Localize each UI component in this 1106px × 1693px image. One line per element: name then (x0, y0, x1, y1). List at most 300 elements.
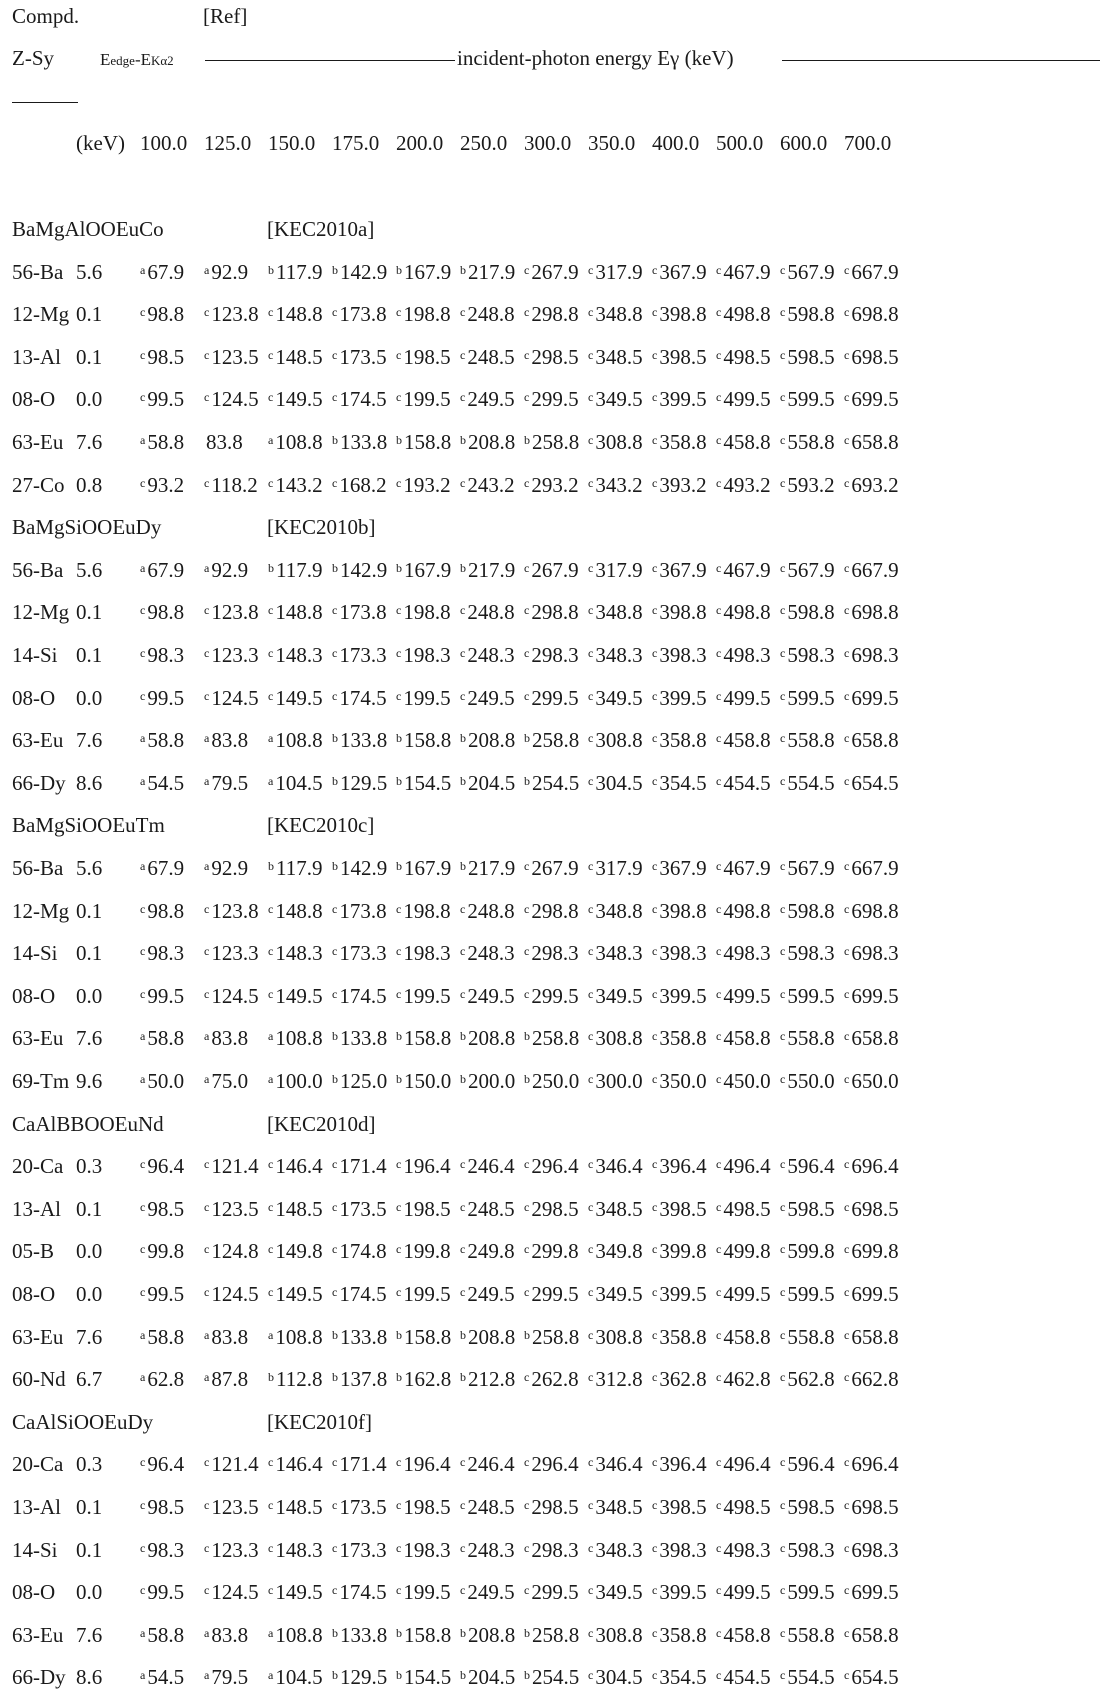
footnote-mark: c (652, 390, 658, 404)
footnote-mark: c (204, 646, 210, 660)
reference-tag: [KEC2010d] (267, 1112, 376, 1136)
footnote-mark: c (332, 1498, 338, 1512)
energy-cell (332, 983, 387, 1012)
energy-value: 248.3 (467, 643, 515, 667)
energy-value: 92.9 (211, 260, 249, 284)
energy-value: 458.8 (723, 1325, 771, 1349)
energy-cell (716, 1025, 771, 1054)
footnote-mark: c (716, 944, 722, 958)
energy-value: 258.8 (532, 1623, 580, 1647)
footnote-mark: b (524, 1626, 530, 1640)
energy-cell (332, 1324, 387, 1353)
energy-cell (460, 940, 515, 969)
energy-cell (332, 1281, 387, 1310)
footnote-mark: c (780, 1668, 786, 1682)
footnote-mark: c (780, 476, 786, 490)
footnote-mark: c (140, 1455, 146, 1469)
energy-value: 658.8 (851, 1026, 899, 1050)
energy-cell (396, 855, 451, 884)
energy-value: 349.5 (595, 984, 643, 1008)
footnote-mark: c (524, 1157, 530, 1171)
energy-value: 558.8 (787, 430, 835, 454)
edge-value: 0.1 (76, 941, 103, 965)
footnote-mark: c (780, 433, 786, 447)
energy-value: 198.3 (403, 1538, 451, 1562)
energy-cell (396, 1068, 451, 1097)
energy-cell (396, 1153, 451, 1182)
energy-value: 298.3 (531, 941, 579, 965)
energy-cell (652, 1324, 707, 1353)
footnote-mark: b (396, 1626, 402, 1640)
footnote-mark: c (524, 305, 530, 319)
energy-header-cell: 200.0 (396, 131, 444, 155)
energy-cell (844, 770, 899, 799)
energy-cell (652, 599, 707, 628)
footnote-mark: c (396, 1498, 402, 1512)
footnote-mark: b (460, 1626, 466, 1640)
energy-value: 248.8 (467, 899, 515, 923)
footnote-mark: c (780, 1583, 786, 1597)
energy-value: 198.5 (403, 345, 451, 369)
energy-header-cell: 250.0 (460, 131, 508, 155)
footnote-mark: c (204, 1242, 210, 1256)
energy-value: 298.5 (531, 345, 579, 369)
footnote-mark: c (396, 1583, 402, 1597)
footnote-mark: c (460, 476, 466, 490)
energy-cell (204, 1579, 259, 1608)
footnote-mark: c (268, 1498, 274, 1512)
footnote-mark: b (460, 859, 466, 873)
energy-value: 100.0 (275, 1069, 323, 1093)
energy-value: 117.9 (276, 856, 323, 880)
energy-value: 79.5 (211, 1665, 249, 1689)
energy-cell (588, 1025, 643, 1054)
footnote-mark: c (780, 859, 786, 873)
energy-value: 199.5 (403, 1580, 451, 1604)
footnote-mark: c (588, 603, 594, 617)
footnote-mark: a (140, 731, 146, 745)
energy-value: 133.8 (340, 1325, 388, 1349)
energy-cell (844, 1664, 899, 1693)
footnote-mark: c (524, 603, 530, 617)
energy-value: 75.0 (211, 1069, 249, 1093)
footnote-mark: b (332, 774, 338, 788)
footnote-mark: c (460, 390, 466, 404)
energy-value: 173.8 (339, 302, 387, 326)
footnote-mark: c (268, 689, 274, 703)
footnote-mark: c (716, 689, 722, 703)
energy-cell (140, 1238, 184, 1267)
footnote-mark: c (780, 390, 786, 404)
energy-cell (204, 1537, 259, 1566)
footnote-mark: c (780, 561, 786, 575)
footnote-mark: c (332, 1583, 338, 1597)
energy-cell (524, 1537, 579, 1566)
footnote-mark: c (716, 1072, 722, 1086)
energy-cell (140, 429, 184, 458)
energy-cell (268, 727, 323, 756)
energy-value: 208.8 (468, 728, 516, 752)
energy-value: 249.8 (467, 1239, 515, 1263)
energy-cell (332, 1664, 387, 1693)
footnote-mark: c (652, 1242, 658, 1256)
element-label: 56-Ba (12, 260, 64, 284)
footnote-mark: c (652, 1328, 658, 1342)
energy-value: 162.8 (404, 1367, 452, 1391)
energy-cell (332, 1068, 387, 1097)
energy-cell (332, 685, 387, 714)
energy-cell (332, 1238, 387, 1267)
energy-value: 124.8 (211, 1239, 259, 1263)
energy-value: 593.2 (787, 473, 835, 497)
energy-cell (588, 301, 643, 330)
energy-cell (140, 727, 184, 756)
footnote-mark: c (588, 902, 594, 916)
footnote-mark: c (780, 1157, 786, 1171)
energy-value: 117.9 (276, 260, 323, 284)
energy-cell (268, 685, 323, 714)
energy-value: 98.3 (147, 643, 185, 667)
element-label: 12-Mg (12, 302, 70, 326)
energy-value: 598.3 (787, 643, 835, 667)
energy-value: 168.2 (339, 473, 387, 497)
energy-value: 262.8 (531, 1367, 579, 1391)
energy-cell (140, 685, 184, 714)
energy-cell (652, 429, 707, 458)
energy-cell (332, 386, 387, 415)
energy-value: 349.5 (595, 387, 643, 411)
energy-value: 174.5 (339, 1580, 387, 1604)
footnote-mark: c (268, 390, 274, 404)
energy-cell (204, 429, 243, 458)
energy-cell (524, 1238, 579, 1267)
edge-value: 0.3 (76, 1452, 103, 1476)
energy-cell (524, 1451, 579, 1480)
energy-cell (716, 1366, 771, 1395)
footnote-mark: c (780, 774, 786, 788)
energy-value: 454.5 (723, 1665, 771, 1689)
footnote-mark: c (396, 1455, 402, 1469)
energy-cell (652, 1494, 707, 1523)
footnote-mark: c (460, 689, 466, 703)
energy-value: 348.3 (595, 1538, 643, 1562)
energy-cell (588, 1494, 643, 1523)
footnote-mark: b (332, 1029, 338, 1043)
energy-cell (396, 1451, 451, 1480)
footnote-mark: c (140, 689, 146, 703)
energy-value: 367.9 (659, 260, 707, 284)
energy-value: 173.3 (339, 643, 387, 667)
edge-value: 9.6 (76, 1069, 103, 1093)
energy-value: 248.5 (467, 345, 515, 369)
energy-value: 349.8 (595, 1239, 643, 1263)
energy-cell (780, 259, 835, 288)
energy-cell (332, 1153, 387, 1182)
energy-cell (140, 855, 184, 884)
footnote-mark: c (524, 1583, 530, 1597)
energy-value: 198.3 (403, 643, 451, 667)
energy-value: 249.5 (467, 1580, 515, 1604)
energy-value: 599.5 (787, 686, 835, 710)
footnote-mark: b (396, 774, 402, 788)
energy-value: 699.5 (851, 1282, 899, 1306)
energy-cell (460, 642, 515, 671)
footnote-mark: c (652, 433, 658, 447)
energy-value: 174.5 (339, 984, 387, 1008)
element-label: 63-Eu (12, 430, 64, 454)
footnote-mark: c (652, 305, 658, 319)
energy-cell (396, 1025, 451, 1054)
footnote-mark: c (588, 1626, 594, 1640)
footnote-mark: c (716, 1157, 722, 1171)
footnote-mark: c (396, 603, 402, 617)
energy-value: 123.5 (211, 1197, 259, 1221)
energy-cell (588, 1537, 643, 1566)
energy-value: 598.8 (787, 600, 835, 624)
element-label: 12-Mg (12, 899, 70, 923)
footnote-mark: b (524, 731, 530, 745)
energy-cell (780, 386, 835, 415)
energy-cell (588, 386, 643, 415)
energy-cell (780, 940, 835, 969)
energy-value: 298.5 (531, 1495, 579, 1519)
edge-value: 0.1 (76, 1495, 103, 1519)
energy-cell (268, 344, 323, 373)
footnote-mark: c (204, 1200, 210, 1214)
footnote-mark: c (524, 561, 530, 575)
energy-cell (396, 344, 451, 373)
energy-cell (140, 983, 184, 1012)
energy-cell (844, 940, 899, 969)
energy-value: 667.9 (851, 856, 899, 880)
energy-value: 104.5 (275, 771, 323, 795)
energy-value: 173.8 (339, 899, 387, 923)
footnote-mark: c (780, 987, 786, 1001)
energy-value: 399.5 (659, 686, 707, 710)
energy-cell (524, 940, 579, 969)
energy-value: 699.5 (851, 686, 899, 710)
footnote-mark: b (332, 561, 338, 575)
energy-value: 108.8 (275, 1623, 323, 1647)
energy-value: 658.8 (851, 728, 899, 752)
footnote-mark: c (588, 774, 594, 788)
footnote-mark: c (588, 944, 594, 958)
energy-cell (204, 599, 259, 628)
energy-cell (844, 983, 899, 1012)
footnote-mark: c (460, 1242, 466, 1256)
energy-value: 296.4 (531, 1452, 579, 1476)
energy-cell (204, 344, 259, 373)
footnote-mark: c (780, 689, 786, 703)
energy-cell (844, 685, 899, 714)
footnote-mark: c (716, 561, 722, 575)
energy-value: 267.9 (531, 558, 579, 582)
energy-value: 99.5 (147, 1282, 185, 1306)
energy-value: 567.9 (787, 856, 835, 880)
footnote-mark: c (844, 944, 850, 958)
energy-value: 298.5 (531, 1197, 579, 1221)
footnote-mark: c (588, 433, 594, 447)
energy-value: 567.9 (787, 260, 835, 284)
energy-value: 598.5 (787, 1495, 835, 1519)
energy-cell (204, 1664, 248, 1693)
energy-value: 167.9 (404, 856, 452, 880)
footnote-mark: c (268, 987, 274, 1001)
footnote-mark: c (396, 1200, 402, 1214)
energy-cell (268, 1451, 323, 1480)
footnote-mark: c (524, 646, 530, 660)
footnote-mark: c (332, 987, 338, 1001)
footnote-mark: c (780, 1328, 786, 1342)
energy-cell (140, 1196, 184, 1225)
energy-cell (204, 1281, 259, 1310)
energy-value: 171.4 (339, 1452, 387, 1476)
energy-header-cell: 600.0 (780, 131, 828, 155)
energy-cell (140, 1025, 184, 1054)
energy-value: 599.5 (787, 984, 835, 1008)
energy-value: 199.8 (403, 1239, 451, 1263)
energy-value: 173.3 (339, 941, 387, 965)
footnote-mark: c (844, 731, 850, 745)
energy-cell (524, 472, 579, 501)
energy-cell (588, 557, 643, 586)
footnote-mark: b (460, 1029, 466, 1043)
energy-cell (140, 642, 184, 671)
energy-value: 124.5 (211, 984, 259, 1008)
energy-cell (588, 940, 643, 969)
energy-value: 267.9 (531, 260, 579, 284)
energy-cell (780, 1196, 835, 1225)
energy-value: 108.8 (275, 1026, 323, 1050)
energy-cell (780, 685, 835, 714)
energy-cell (588, 1281, 643, 1310)
footnote-mark: c (140, 1242, 146, 1256)
footnote-mark: c (780, 902, 786, 916)
energy-cell (524, 429, 579, 458)
energy-cell (844, 429, 899, 458)
footnote-mark: c (588, 689, 594, 703)
footnote-mark: c (268, 1455, 274, 1469)
energy-value: 699.5 (851, 1580, 899, 1604)
energy-value: 208.8 (468, 430, 516, 454)
energy-value: 558.8 (787, 1325, 835, 1349)
element-label: 63-Eu (12, 1026, 64, 1050)
footnote-mark: b (396, 263, 402, 277)
footnote-mark: c (524, 902, 530, 916)
energy-value: 112.8 (276, 1367, 323, 1391)
energy-cell (588, 1664, 643, 1693)
energy-value: 123.8 (211, 302, 259, 326)
energy-value: 146.4 (275, 1452, 323, 1476)
energy-cell (140, 1622, 184, 1651)
footnote-mark: c (652, 1029, 658, 1043)
energy-cell (780, 344, 835, 373)
energy-cell (268, 1622, 323, 1651)
energy-value: 87.8 (211, 1367, 249, 1391)
footnote-mark: b (332, 731, 338, 745)
energy-cell (716, 1238, 771, 1267)
energy-value: 498.3 (723, 643, 771, 667)
energy-value: 248.5 (467, 1197, 515, 1221)
energy-cell (524, 1025, 579, 1054)
element-label: 08-O (12, 984, 56, 1008)
energy-cell (204, 386, 259, 415)
element-label: 08-O (12, 387, 56, 411)
energy-cell (780, 1579, 835, 1608)
energy-cell (588, 1622, 643, 1651)
energy-cell (716, 259, 771, 288)
energy-value: 348.5 (595, 1495, 643, 1519)
energy-cell (460, 1622, 515, 1651)
energy-value: 596.4 (787, 1154, 835, 1178)
ref-header: [Ref] (203, 4, 248, 28)
element-label: 66-Dy (12, 771, 66, 795)
energy-value: 148.5 (275, 345, 323, 369)
energy-value: 148.8 (275, 600, 323, 624)
footnote-mark: b (460, 433, 466, 447)
energy-value: 599.5 (787, 1580, 835, 1604)
footnote-mark: c (844, 1072, 850, 1086)
energy-value: 499.5 (723, 1580, 771, 1604)
energy-value: 254.5 (532, 1665, 580, 1689)
edge-value: 0.1 (76, 302, 103, 326)
energy-cell (268, 1494, 323, 1523)
energy-cell (716, 1494, 771, 1523)
energy-cell (588, 1068, 643, 1097)
footnote-mark: c (588, 1455, 594, 1469)
energy-cell (524, 1068, 579, 1097)
energy-cell (140, 259, 184, 288)
energy-cell (716, 1324, 771, 1353)
energy-cell (716, 855, 771, 884)
footnote-mark: c (780, 731, 786, 745)
footnote-mark: c (460, 1455, 466, 1469)
footnote-mark: c (652, 348, 658, 362)
energy-cell (716, 472, 771, 501)
footnote-mark: b (332, 433, 338, 447)
footnote-mark: c (844, 1583, 850, 1597)
energy-cell (844, 1068, 899, 1097)
energy-value: 248.8 (467, 600, 515, 624)
footnote-mark: c (716, 390, 722, 404)
energy-cell (332, 940, 387, 969)
footnote-mark: c (268, 1242, 274, 1256)
footnote-mark: c (460, 348, 466, 362)
energy-value: 458.8 (723, 430, 771, 454)
energy-cell (844, 1196, 899, 1225)
element-label: 08-O (12, 1282, 56, 1306)
edge-value: 5.6 (76, 856, 103, 880)
energy-cell (716, 599, 771, 628)
footnote-mark: c (716, 1626, 722, 1640)
energy-cell (780, 599, 835, 628)
energy-cell (332, 1494, 387, 1523)
energy-value: 696.4 (851, 1452, 899, 1476)
energy-cell (524, 770, 579, 799)
energy-value: 108.8 (275, 1325, 323, 1349)
energy-cell (524, 983, 579, 1012)
footnote-mark: c (716, 1328, 722, 1342)
edge-value: 7.6 (76, 728, 103, 752)
footnote-mark: c (716, 1370, 722, 1384)
energy-value: 123.3 (211, 1538, 259, 1562)
energy-cell (780, 301, 835, 330)
energy-value: 667.9 (851, 260, 899, 284)
footnote-mark: c (332, 1242, 338, 1256)
footnote-mark: c (844, 1157, 850, 1171)
footnote-mark: c (780, 305, 786, 319)
energy-value: 367.9 (659, 856, 707, 880)
